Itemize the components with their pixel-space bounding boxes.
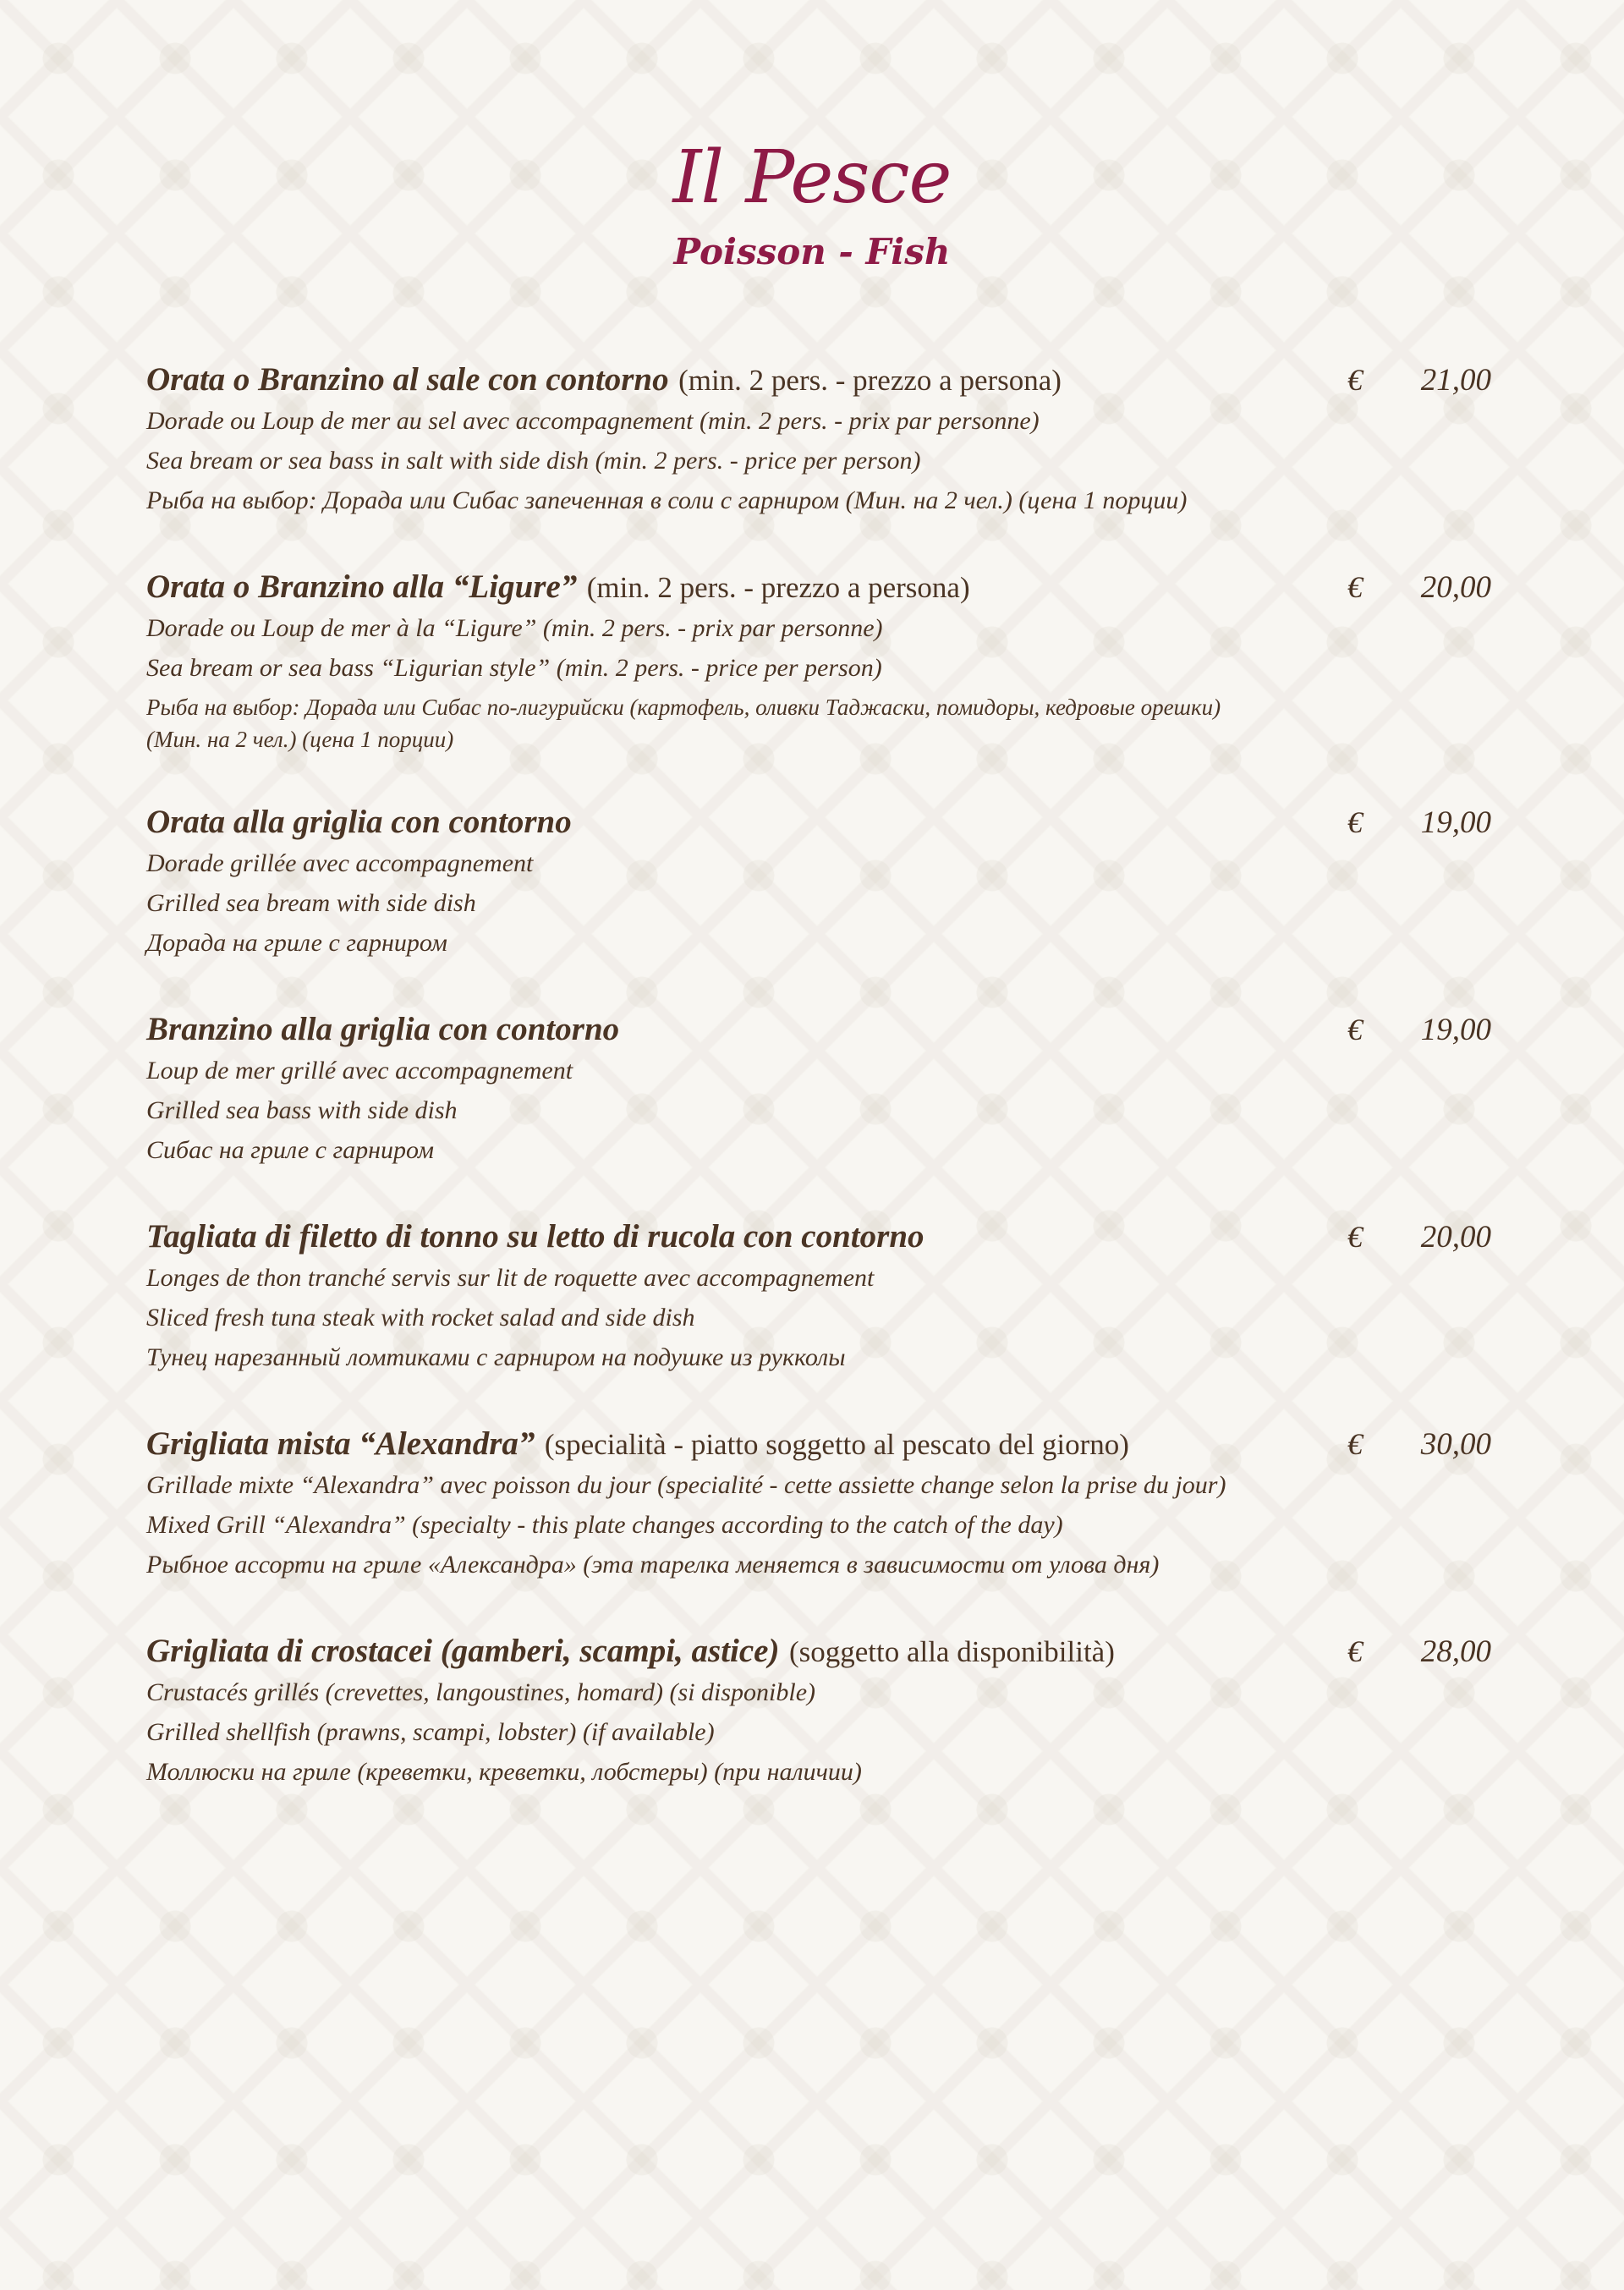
dish-price: 30,00 xyxy=(1420,1427,1491,1462)
dish-description-en: Mixed Grill “Alexandra” (specialty - this plate changes according to the catch of the day) xyxy=(146,1511,1063,1539)
dish-price: 21,00 xyxy=(1420,363,1491,398)
dish-price: 19,00 xyxy=(1420,1013,1491,1047)
dish-heading-row xyxy=(146,1216,1491,1258)
dish-description-ru: Рыба на выбор: Дорада или Сибас запеченная в соли с гарниром (Мин. на 2 чел.) (цена 1 порции) xyxy=(146,486,1188,514)
dish-heading-row xyxy=(146,1423,1491,1465)
dish-description-en: Grilled sea bass with side dish xyxy=(146,1096,458,1124)
dish-name: Orata alla griglia con contorno xyxy=(146,804,572,840)
dish-name: Grigliata di crostacei (gamberi, scampi, astice) xyxy=(146,1633,780,1669)
dish-description-en: Sea bream or sea bass in salt with side dish (min. 2 pers. - price per person) xyxy=(146,447,921,475)
dish-description-en: Sliced fresh tuna steak with rocket salad and side dish xyxy=(146,1304,695,1332)
dish-description-fr: Grillade mixte “Alexandra” avec poisson du jour (specialité - cette assiette change selon la prise du jour) xyxy=(146,1471,1226,1499)
dish-heading xyxy=(146,1630,1347,1673)
dish-note: (soggetto alla disponibilità) xyxy=(788,1635,1115,1668)
dish-description-en: Grilled sea bream with side dish xyxy=(146,889,476,917)
dish-name: Orata o Branzino al sale con contorno xyxy=(146,361,669,398)
dish-item xyxy=(146,1008,1491,1170)
dish-note: (min. 2 pers. - prezzo a persona) xyxy=(586,571,970,604)
dish-description-ru: Сибас на гриле с гарниром xyxy=(146,1136,435,1164)
dish-heading-row xyxy=(146,801,1491,843)
dish-heading xyxy=(146,1423,1347,1466)
dish-description-ru: Рыбное ассорти на гриле «Александра» (эта тарелка меняется в зависимости от улова дня) xyxy=(146,1551,1160,1579)
currency-symbol: € xyxy=(1347,1427,1363,1461)
dish-heading xyxy=(146,801,1347,844)
dish-heading-row xyxy=(146,566,1491,608)
dish-description-fr: Longes de thon tranché servis sur lit de roquette avec accompagnement xyxy=(146,1264,875,1292)
page-subtitle: Poisson - Fish xyxy=(673,231,951,272)
dish-description-fr: Dorade ou Loup de mer à la “Ligure” (min. 2 pers. - prix par personne) xyxy=(146,614,883,642)
dish-heading-row xyxy=(146,1008,1491,1051)
currency-symbol: € xyxy=(1347,1220,1363,1254)
dish-item xyxy=(146,801,1491,963)
dish-description-ru: Моллюски на гриле (креветки, креветки, лобстеры) (при наличии) xyxy=(146,1758,862,1786)
dish-description-fr: Dorade ou Loup de mer au sel avec accompagnement (min. 2 pers. - prix par personne) xyxy=(146,407,1040,435)
page-title: Il Pesce xyxy=(672,135,952,220)
dish-description-fr: Loup de mer grillé avec accompagnement xyxy=(146,1057,573,1085)
dish-description-fr: Dorade grillée avec accompagnement xyxy=(146,849,534,877)
dish-description-fr: Crustacés grillés (crevettes, langoustines, homard) (si disponible) xyxy=(146,1678,816,1706)
currency-symbol: € xyxy=(1347,570,1363,604)
currency-symbol: € xyxy=(1347,805,1363,839)
currency-symbol: € xyxy=(1347,363,1363,397)
dish-item xyxy=(146,1216,1491,1377)
dish-heading xyxy=(146,1008,1347,1052)
menu-header xyxy=(0,135,1624,274)
dish-heading xyxy=(146,359,1347,402)
dish-price: 20,00 xyxy=(1420,1220,1491,1255)
dish-description-ru: Дорада на гриле с гарниром xyxy=(146,929,447,957)
dish-list xyxy=(146,359,1491,1837)
dish-heading xyxy=(146,1216,1347,1259)
dish-item xyxy=(146,566,1491,755)
currency-symbol: € xyxy=(1347,1013,1363,1046)
dish-description-ru-continued: (Мин. на 2 чел.) (цена 1 порции) xyxy=(146,727,454,752)
dish-note: (specialità - piatto soggetto al pescato del giorno) xyxy=(544,1428,1129,1461)
dish-heading-row xyxy=(146,1630,1491,1672)
dish-heading-row xyxy=(146,359,1491,401)
dish-price: 28,00 xyxy=(1420,1634,1491,1669)
dish-note: (min. 2 pers. - prezzo a persona) xyxy=(678,364,1062,397)
dish-name: Branzino alla griglia con contorno xyxy=(146,1011,620,1047)
dish-description-ru: Рыба на выбор: Дорада или Сибас по-лигурийски (картофель, оливки Таджаски, помидоры, кедровые орешки) xyxy=(146,695,1221,720)
dish-name: Grigliata mista “Alexandra” xyxy=(146,1425,535,1462)
dish-description-ru: Тунец нарезанный ломтиками с гарниром на подушке из рукколы xyxy=(146,1343,846,1371)
dish-description-en: Sea bream or sea bass “Ligurian style” (min. 2 pers. - price per person) xyxy=(146,654,882,682)
dish-price: 20,00 xyxy=(1420,570,1491,605)
dish-name: Orata o Branzino alla “Ligure” xyxy=(146,568,578,605)
dish-heading xyxy=(146,566,1347,609)
dish-item xyxy=(146,359,1491,520)
dish-price: 19,00 xyxy=(1420,805,1491,840)
currency-symbol: € xyxy=(1347,1634,1363,1668)
dish-name: Tagliata di filetto di tonno su letto di rucola con contorno xyxy=(146,1218,924,1255)
dish-description-en: Grilled shellfish (prawns, scampi, lobster) (if available) xyxy=(146,1718,715,1746)
dish-item xyxy=(146,1630,1491,1792)
dish-item xyxy=(146,1423,1491,1584)
